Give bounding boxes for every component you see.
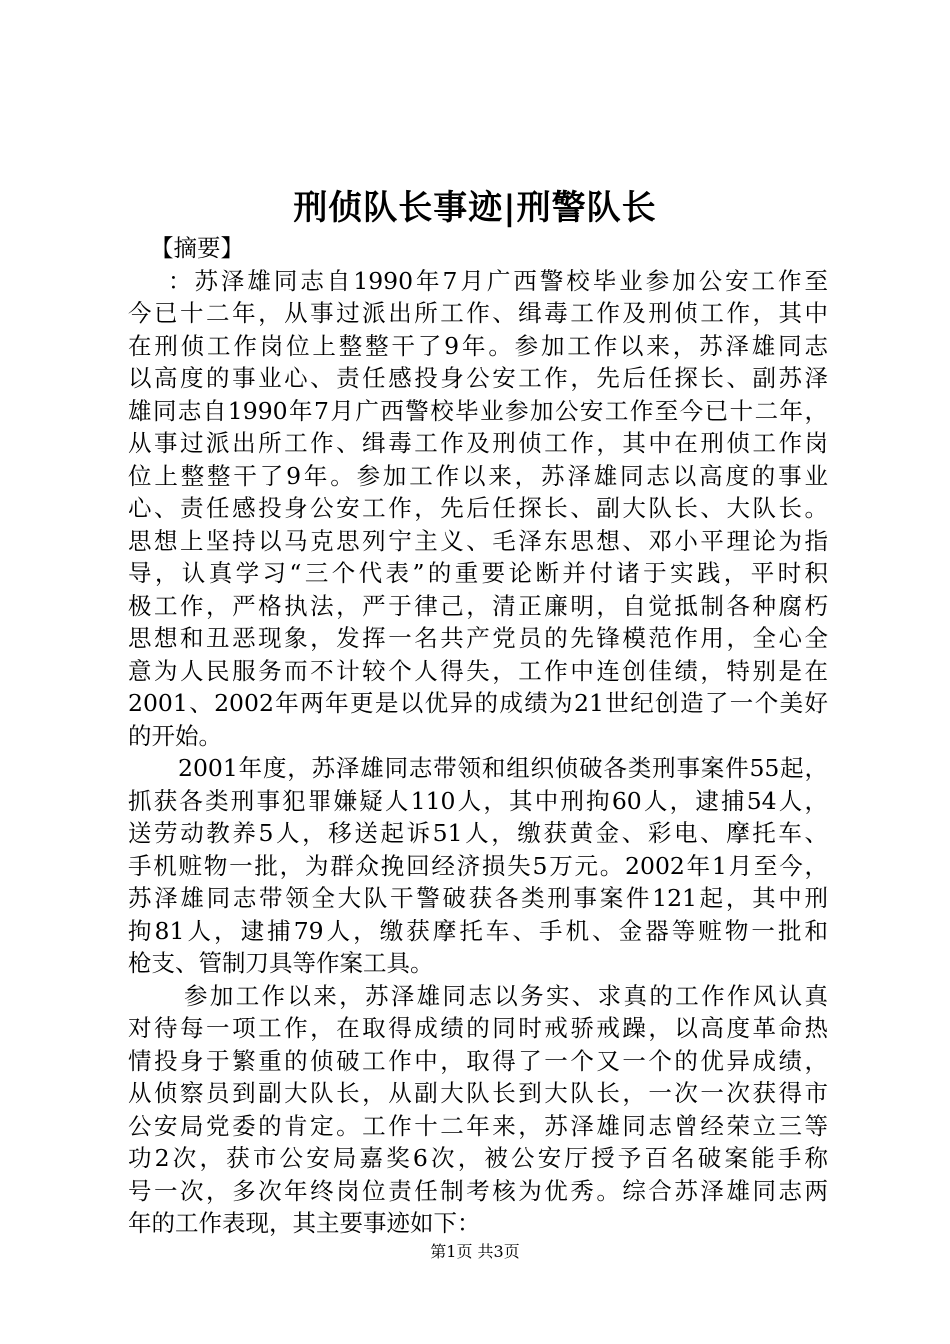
body-line: 在刑侦工作岗位上整整干了9年。参加工作以来，苏泽雄同志 bbox=[128, 331, 828, 360]
body-line: 枪支、管制刀具等作案工具。 bbox=[128, 949, 434, 977]
abstract-label: 【摘要】 bbox=[150, 234, 244, 262]
body-line: 导，认真学习“三个代表”的重要论断并付诸于实践，平时积 bbox=[128, 559, 828, 587]
body-line: 今已十二年，从事过派出所工作、缉毒工作及刑侦工作，其中 bbox=[128, 299, 828, 327]
body-line: ：苏泽雄同志自1990年7月广西警校毕业参加公安工作至 bbox=[168, 266, 828, 295]
body-line: 功2次，获市公安局嘉奖6次，被公安厅授予百名破案能手称 bbox=[128, 1144, 828, 1172]
body-line: 心、责任感投身公安工作，先后任探长、副大队长、大队长。 bbox=[128, 494, 828, 522]
body-line: 苏泽雄同志带领全大队干警破获各类刑事案件121起，其中刑 bbox=[128, 884, 828, 912]
document-body bbox=[128, 232, 828, 1240]
body-line: 公安局党委的肯定。工作十二年来，苏泽雄同志曾经荣立三等 bbox=[128, 1111, 828, 1140]
body-line: 极工作，严格执法，严于律己，清正廉明，自觉抵制各种腐朽 bbox=[128, 591, 828, 620]
body-line: 2001、2002年两年更是以优异的成绩为21世纪创造了一个美好 bbox=[128, 689, 828, 717]
body-line: 思想上坚持以马克思列宁主义、毛泽东思想、邓小平理论为指 bbox=[128, 526, 828, 555]
body-line: 从侦察员到副大队长，从副大队长到大队长，一次一次获得市 bbox=[128, 1079, 828, 1107]
body-line: 拘81人，逮捕79人，缴获摩托车、手机、金器等赃物一批和 bbox=[128, 916, 828, 945]
document-title: 刑侦队长事迹|刑警队长 bbox=[293, 188, 657, 228]
body-line: 雄同志自1990年7月广西警校毕业参加公安工作至今已十二年， bbox=[128, 396, 828, 425]
body-line: 情投身于繁重的侦破工作中，取得了一个又一个的优异成绩， bbox=[128, 1046, 828, 1075]
body-line: 2001年度，苏泽雄同志带领和组织侦破各类刑事案件55起， bbox=[178, 754, 828, 782]
body-line: 对待每一项工作，在取得成绩的同时戒骄戒躁，以高度革命热 bbox=[128, 1014, 828, 1042]
body-line: 抓获各类刑事犯罪嫌疑人110人，其中刑拘60人，逮捕54人， bbox=[128, 786, 828, 815]
body-line: 手机赃物一批，为群众挽回经济损失5万元。2002年1月至今， bbox=[128, 851, 828, 880]
page-indicator: 第1页 共3页 bbox=[430, 1242, 520, 1261]
body-line: 的开始。 bbox=[128, 721, 222, 750]
body-line: 送劳动教养5人，移送起诉51人，缴获黄金、彩电、摩托车、 bbox=[128, 819, 828, 847]
body-line: 号一次，多次年终岗位责任制考核为优秀。综合苏泽雄同志两 bbox=[128, 1176, 828, 1205]
body-line: 以高度的事业心、责任感投身公安工作，先后任探长、副苏泽 bbox=[128, 364, 828, 392]
body-line: 从事过派出所工作、缉毒工作及刑侦工作，其中在刑侦工作岗 bbox=[128, 429, 828, 457]
body-line: 意为人民服务而不计较个人得失，工作中连创佳绩，特别是在 bbox=[128, 656, 828, 685]
body-line: 年的工作表现，其主要事迹如下： bbox=[128, 1209, 481, 1237]
body-line: 参加工作以来，苏泽雄同志以务实、求真的工作作风认真 bbox=[184, 981, 828, 1010]
body-line: 思想和丑恶现象，发挥一名共产党员的先锋模范作用，全心全 bbox=[128, 624, 828, 652]
body-line: 位上整整干了9年。参加工作以来，苏泽雄同志以高度的事业 bbox=[128, 461, 828, 490]
